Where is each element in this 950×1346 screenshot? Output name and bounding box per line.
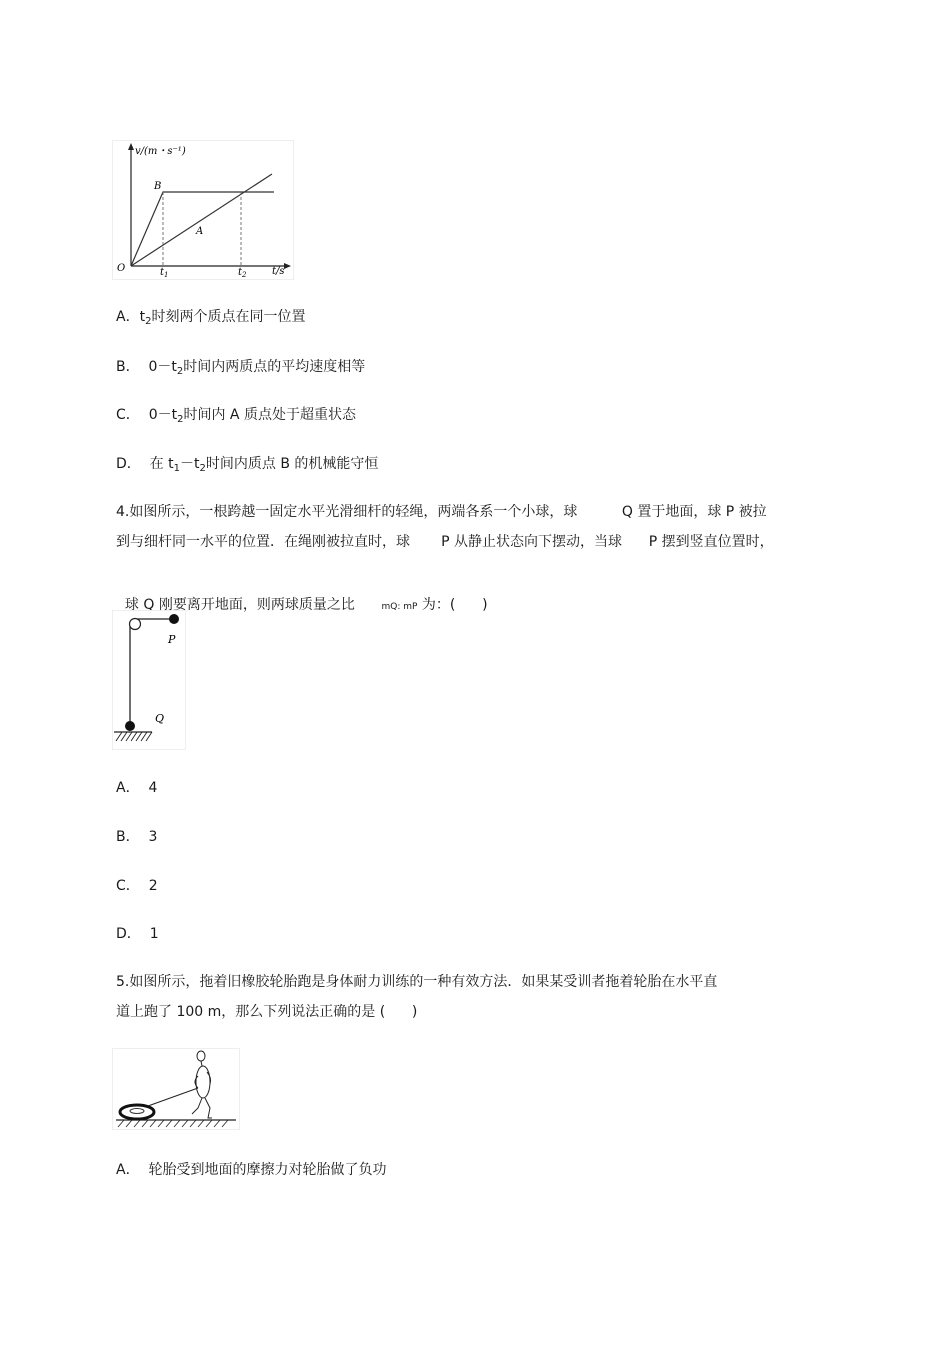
- velocity-time-graph: [112, 140, 294, 280]
- q3-option-d[interactable]: D． 在 $t_1-t_2$时间内质点 B 的机械能守恒: [116, 456, 379, 474]
- tick-t1: $t_1$: [160, 267, 169, 279]
- q3-option-b[interactable]: B． $0-t_2$时间内两质点的平均速度相等: [116, 359, 366, 377]
- label-p: P: [168, 633, 176, 646]
- ball-p: [169, 614, 179, 624]
- y-axis-label: v/(m・s⁻¹): [135, 146, 186, 157]
- q5-stem-line-1: 5.如图所示，拖着旧橡胶轮胎跑是身体耐力训练的一种有效方法．如果某受训者拖着轮胎在水平直: [116, 974, 718, 990]
- runner-icon: [192, 1051, 212, 1118]
- q5-stem-line-2: 道上跑了 100 m，那么下列说法正确的是 ( ): [116, 1004, 418, 1020]
- q5-option-a[interactable]: A． 轮胎受到地面的摩擦力对轮胎做了负功: [116, 1162, 387, 1178]
- q4-option-b[interactable]: B． 3: [116, 829, 158, 845]
- q3-option-c[interactable]: C． $0-t_2$时间内 A 质点处于超重状态: [116, 407, 356, 425]
- pulley-figure: [112, 610, 186, 750]
- line-a-label: A: [196, 226, 204, 237]
- rope: [148, 1088, 198, 1106]
- ball-q: [125, 721, 135, 731]
- q4-option-a[interactable]: A． 4: [116, 780, 158, 796]
- line-a: [131, 174, 272, 266]
- origin-label: O: [117, 263, 126, 274]
- line-b-label: B: [154, 181, 162, 192]
- label-q: Q: [155, 712, 165, 725]
- q3-option-a[interactable]: A．$t_2$时刻两个质点在同一位置: [116, 309, 306, 327]
- x-axis-label: t/s: [272, 266, 285, 277]
- tick-t2: $t_2$: [238, 267, 247, 279]
- q4-stem-line-2: 到与细杆同一水平的位置．在绳刚被拉直时，球 P 从静止状态向下摆动，当球 P 摆到竖直位置时，: [116, 534, 774, 550]
- q4-stem-line-1: 4.如图所示，一根跨越一固定水平光滑细杆的轻绳，两端各系一个小球，球 Q 置于地面，球 P 被拉: [116, 504, 767, 520]
- tire-running-figure: [112, 1048, 240, 1130]
- q4-option-d[interactable]: D． 1: [116, 926, 159, 942]
- pulley-icon: [130, 619, 141, 630]
- q4-option-c[interactable]: C． 2: [116, 878, 158, 894]
- q4-stem-line-3: 球 Q 刚要离开地面，则两球质量之比 mQ: mP 为：( ): [124, 597, 488, 613]
